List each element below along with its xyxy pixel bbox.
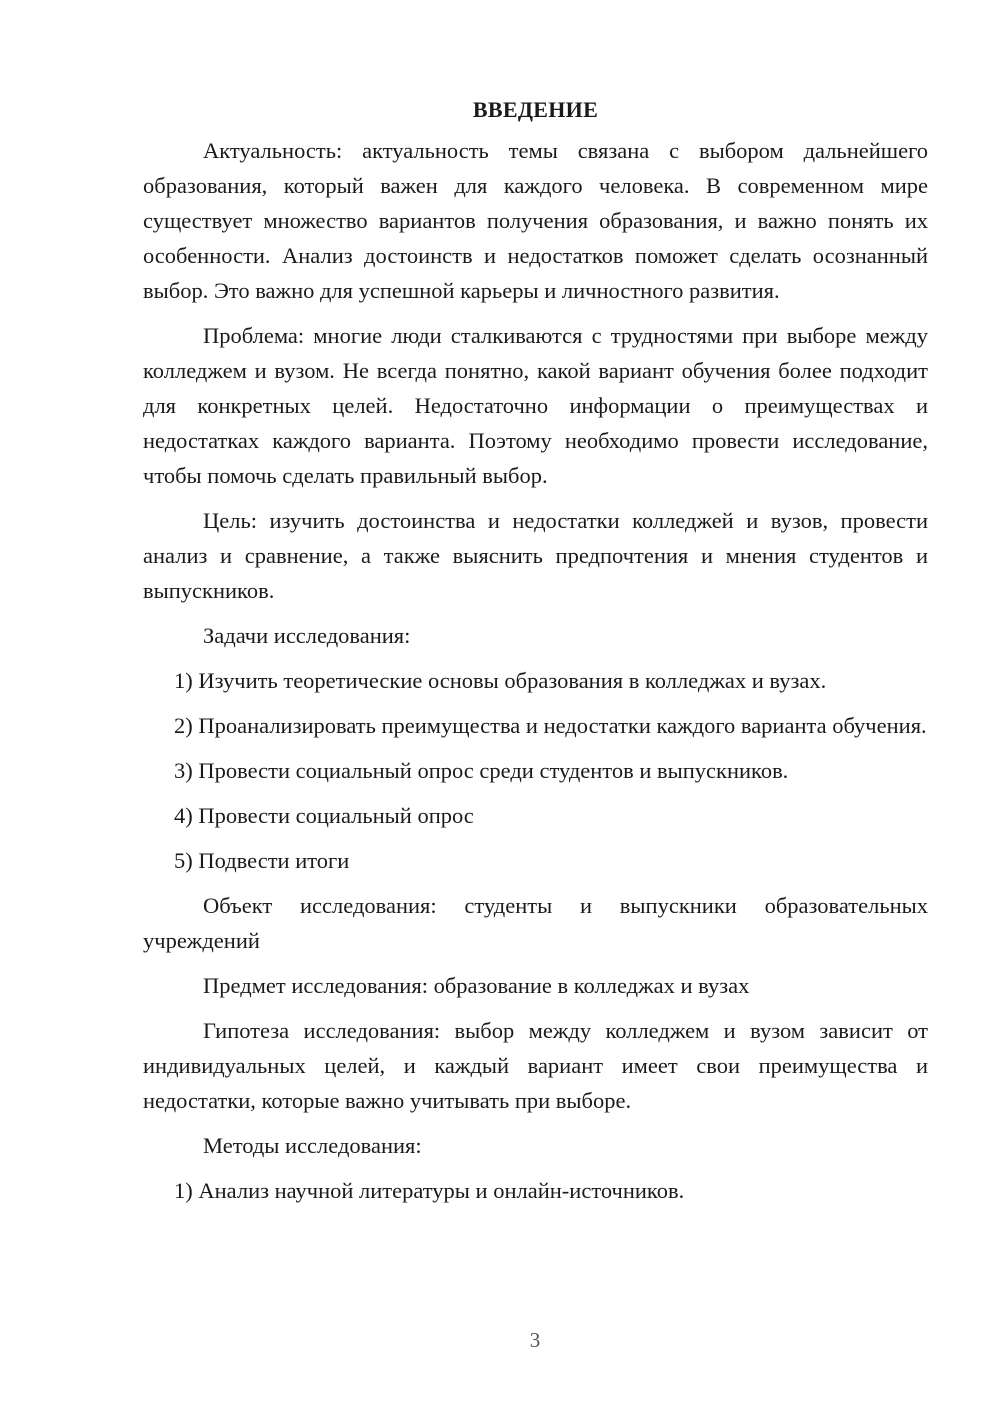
paragraph-relevance: Актуальность: актуальность темы связана с выбором дальнейшего образования, который важен для каждого человека. В современном мире существует множество вариантов получения образования, и важно понять их особенности. Анализ достоинств и недостатков поможет сделать осознанный выбор. Это важно для успешной карьеры и личностного развития. xyxy=(143,138,928,303)
task-item-4: 4) Провести социальный опрос xyxy=(174,803,474,828)
task-item-5: 5) Подвести итоги xyxy=(174,848,350,873)
task-item-3: 3) Провести социальный опрос среди студентов и выпускников. xyxy=(174,758,789,783)
section-title: ВВЕДЕНИЕ xyxy=(472,97,599,122)
paragraph-subject: Предмет исследования: образование в колледжах и вузах xyxy=(203,973,750,998)
paragraph-problem: Проблема: многие люди сталкиваются с трудностями при выборе между колледжем и вузом. Не всегда понятно, какой вариант обучения более подходит для конкретных целей. Недостаточно информации о преимуществах и недостатках каждого варианта. Поэтому необходимо провести исследование, чтобы помочь сделать правильный выбор. xyxy=(143,323,928,488)
paragraph-tasks-heading: Задачи исследования: xyxy=(203,623,411,648)
paragraph-goal: Цель: изучить достоинства и недостатки колледжей и вузов, провести анализ и сравнение, а также выяснить предпочтения и мнения студентов и выпускников. xyxy=(143,508,928,603)
page-number: 3 xyxy=(529,1328,541,1352)
task-item-1: 1) Изучить теоретические основы образования в колледжах и вузах. xyxy=(174,668,827,693)
paragraph-hypothesis: Гипотеза исследования: выбор между колледжем и вузом зависит от индивидуальных целей, и каждый вариант имеет свои преимущества и недостатки, которые важно учитывать при выборе. xyxy=(143,1018,928,1113)
task-item-2: 2) Проанализировать преимущества и недостатки каждого варианта обучения. xyxy=(174,713,927,738)
paragraph-methods-heading: Методы исследования: xyxy=(203,1133,422,1158)
paragraph-object: Объект исследования: студенты и выпускники образовательных учреждений xyxy=(143,893,928,953)
document-page xyxy=(143,92,928,1218)
method-item-1: 1) Анализ научной литературы и онлайн-источников. xyxy=(174,1178,685,1203)
